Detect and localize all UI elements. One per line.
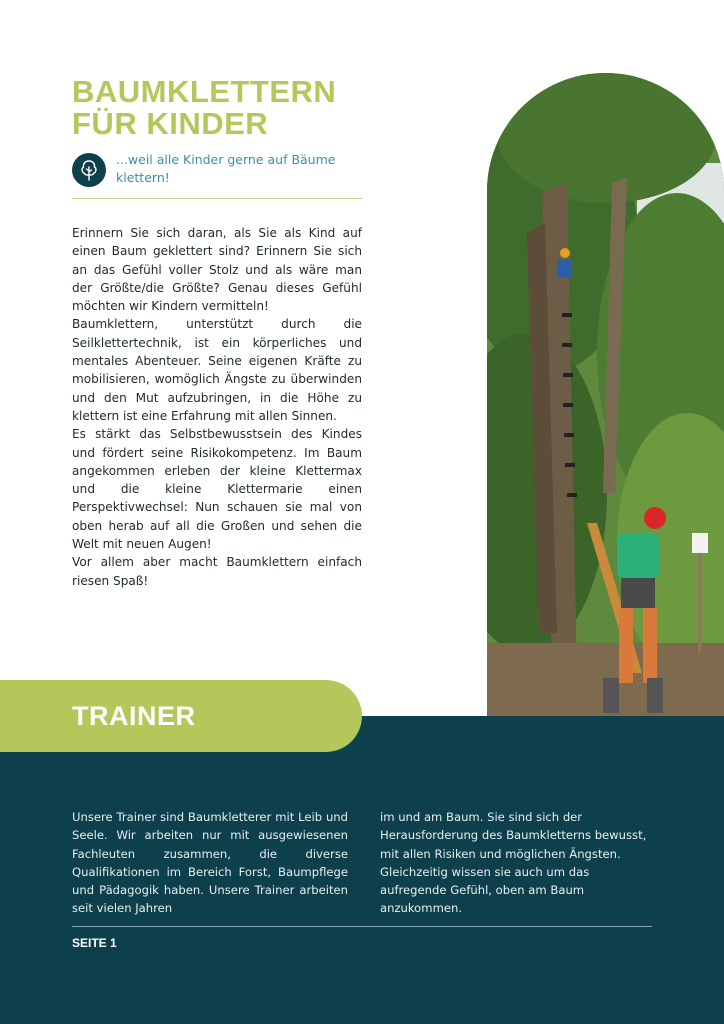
title-line-2: FÜR KINDER (72, 106, 269, 141)
page-number: SEITE 1 (72, 936, 117, 950)
intro-paragraph: Es stärkt das Selbstbewusstsein des Kindes und fördert seine Risikokompetenz. Im Baum angekommen erleben der kleine Klettermax und die kleine Klettermarie einen Perspektivwechsel: Nun schauen sie mal von oben herab auf all die Großen und sehen die Welt mit neuen Augen! (72, 427, 362, 552)
tree-icon (72, 153, 106, 187)
page-title (72, 76, 336, 140)
intro-paragraph: Erinnern Sie sich daran, als Sie als Kind auf einen Baum geklettert sind? Erinnern Sie sich an das Gefühl voller Stolz und als wäre man der Größte/die Größte? Genau dieses Gefühl möchten wir Kindern vermitteln! (72, 226, 362, 314)
footer-divider (72, 926, 652, 927)
trainer-title: TRAINER (72, 701, 196, 731)
climbing-photo (487, 73, 724, 716)
title-line-1: BAUMKLETTERN (72, 74, 337, 109)
trainer-text-right: im und am Baum. Sie sind sich der Herausforderung des Baumkletterns bewusst, mit allen Risiken und möglichen Ängsten. Gleichzeitig wissen sie auch um das aufregende Gefühl, oben am Baum anzukommen. (380, 810, 647, 916)
subtitle-line-1: ...weil alle Kinder gerne auf Bäume (116, 152, 336, 167)
subtitle-line-2: klettern! (116, 170, 170, 185)
intro-paragraph: Vor allem aber macht Baumklettern einfach riesen Spaß! (72, 555, 362, 588)
intro-paragraph: Baumklettern, unterstützt durch die Seilklettertechnik, ist ein körperliches und mentales Abenteuer. Seine eigenen Kräfte zu mobilisieren, womöglich Ängste zu überwinden und den Mut aufzubringen, in die Höhe zu klettern ist eine Erfahrung mit allen Sinnen. (72, 317, 362, 423)
intro-text (72, 224, 362, 590)
trainer-text-left: Unsere Trainer sind Baumkletterer mit Leib und Seele. Wir arbeiten nur mit ausgewiesenen Fachleuten zusammen, die diverse Qualifikationen im Bereich Forst, Baumpflege und Pädagogik haben. Unsere Trainer arbeiten seit vielen Jahren (72, 810, 348, 916)
divider (72, 198, 362, 199)
subtitle (116, 151, 366, 187)
